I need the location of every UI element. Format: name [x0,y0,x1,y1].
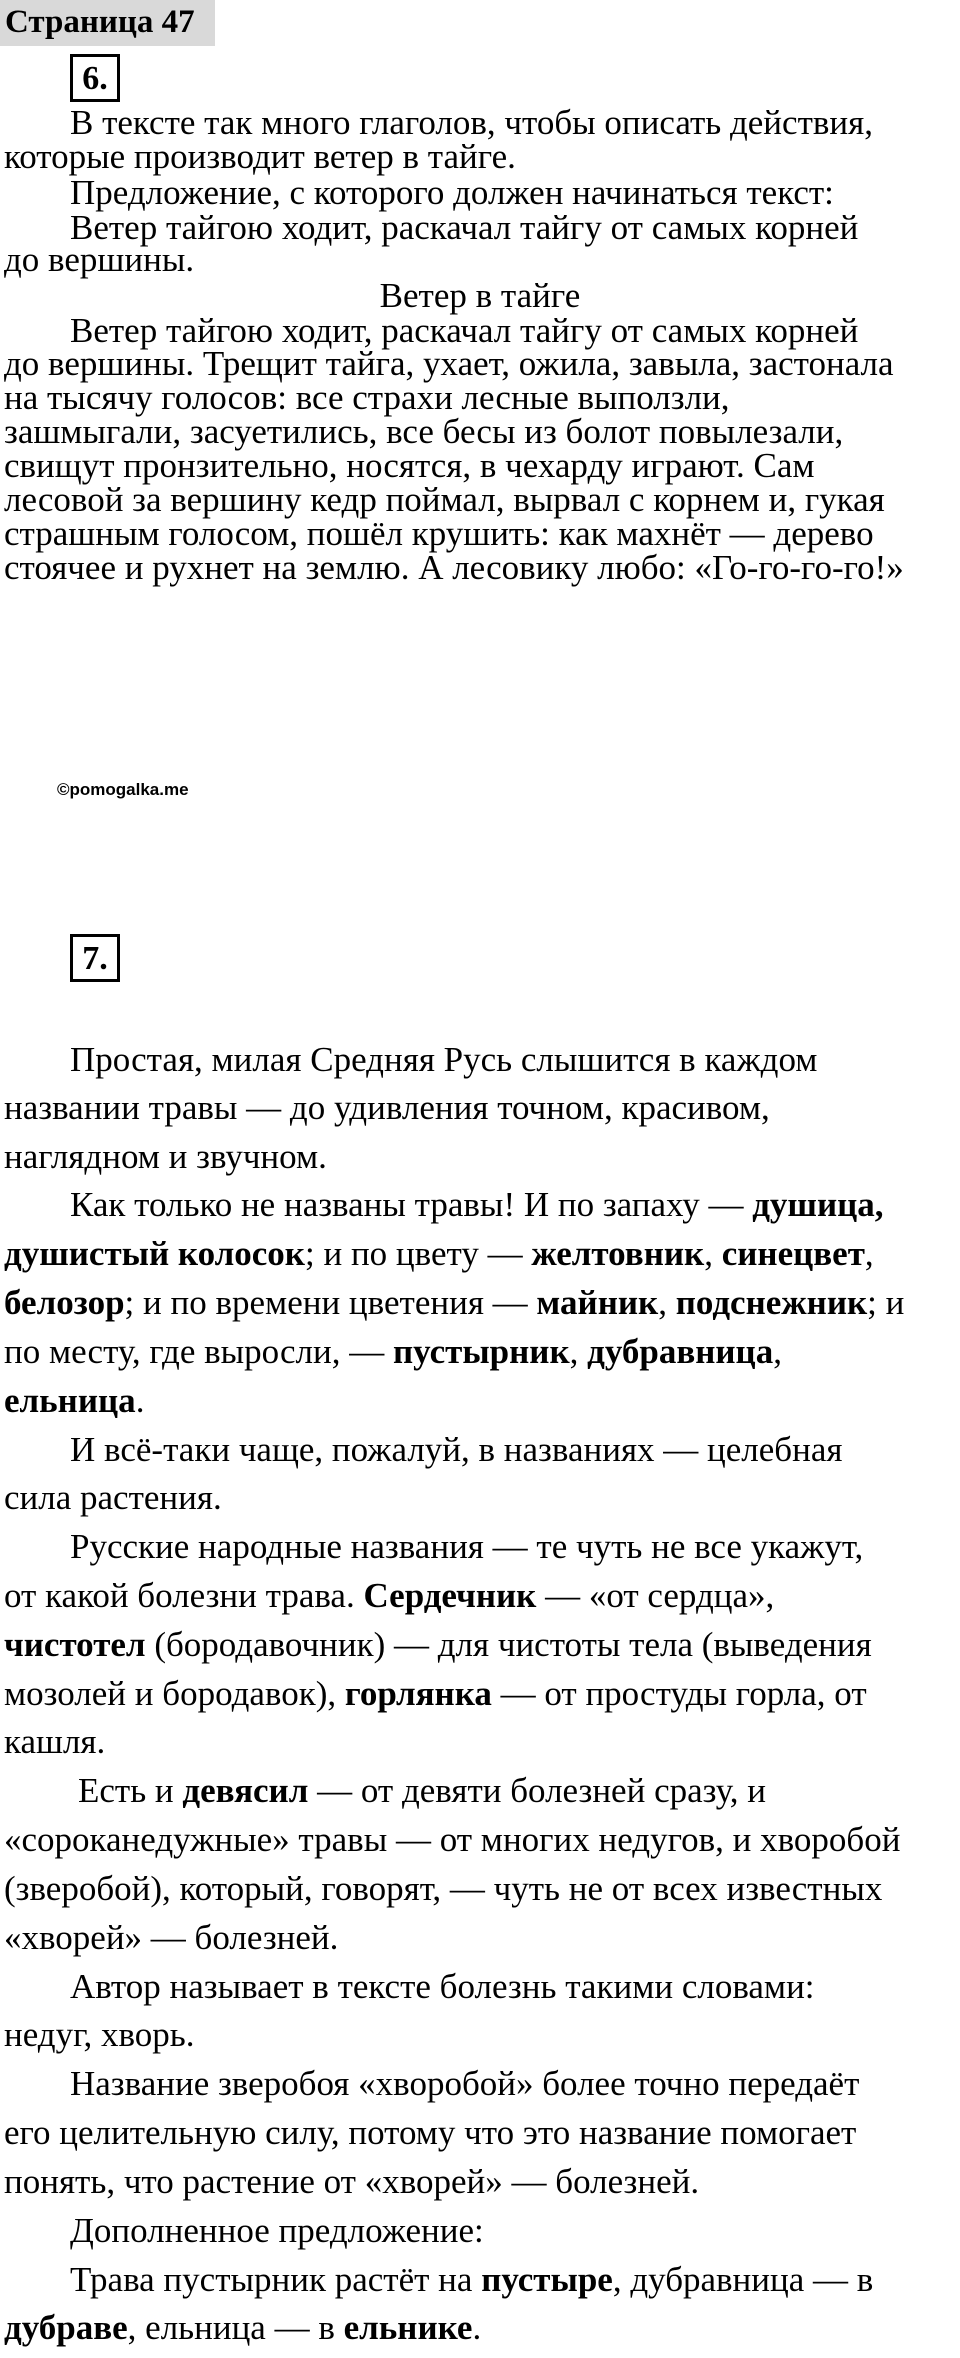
line-text: его целительную силу, потому что это название помогает [4,2113,857,2152]
text-run: (бородавочник) — для чистоты тела (выведения [145,1625,872,1664]
line-text: лесовой за вершину кедр поймал, вырвал с корнем и, гукая [4,480,885,519]
line-text: Ветер тайгою ходит, раскачал тайгу от самых корней [70,208,859,247]
text-run: , [773,1332,782,1371]
text-run: Как только не названы травы! И по запаху — [70,1185,753,1224]
line-text: понять, что растение от «хворей» — болезней. [4,2162,700,2201]
line-text: (зверобой), который, говорят, — чуть не от всех известных [4,1869,883,1908]
line-text: до вершины. [4,240,195,279]
bold-term: ельница [4,1381,136,1420]
line-text: свищут пронзительно, носятся, в чехарду играют. Сам [4,446,815,485]
heading-text: Ветер в тайге [379,276,581,315]
text-run: , ельница — в [127,2308,344,2347]
text-run: ; и по цвету — [304,1234,532,1273]
line-text: наглядном и звучном. [4,1137,327,1176]
text-run: , [658,1283,676,1322]
line-text: «хворей» — болезней. [4,1918,339,1957]
text-run: мозолей и бородавок), [4,1674,345,1713]
line-text: «сороканедужные» травы — от многих недугов, и хворобой [4,1820,901,1859]
bold-term: душица, [752,1185,884,1224]
line-text: стоячее и рухнет на землю. А лесовику любо: «Го-го-го-го!» [4,548,904,587]
line-text: В тексте так много глаголов, чтобы описать действия, [70,103,873,142]
line-text: Дополненное предложение: [70,2211,484,2250]
text-run: от какой болезни трава. [4,1576,364,1615]
text-run: — от девяти болезней сразу, и [308,1771,766,1810]
bold-term: майник [536,1283,659,1322]
text-run: Есть и [78,1771,183,1810]
line-text: Русские народные названия — те чуть не все укажут, [70,1527,864,1566]
task-number-box-7 [70,934,120,982]
bold-term: подснежник [675,1283,868,1322]
text-run: . [472,2308,482,2347]
text-run: , [864,1234,874,1273]
page-number-label: Страница 47 [5,4,195,40]
text-run: ; и [867,1283,905,1322]
line-text: зашмыгали, засуетились, все бесы из болот повылезали, [4,412,844,451]
bold-term: синецвет [721,1234,865,1273]
line-text: Ветер тайгою ходит, раскачал тайгу от самых корней [70,311,859,350]
task-number-7: 7. [82,940,108,977]
page-header [0,0,215,46]
line-text: страшным голосом, пошёл крушить: как махнёт — дерево [4,514,874,553]
text-run: Трава пустырник растёт на [70,2260,482,2299]
text-run: по месту, где выросли, — [4,1332,393,1371]
line-text: Автор называет в тексте болезнь такими словами: [70,1967,815,2006]
bold-term: пустыре [481,2260,613,2299]
line-text: до вершины. Трещит тайга, ухает, ожила, завыла, застонала [4,344,894,383]
bold-term: Сердечник [363,1576,537,1615]
line-text: недуг, хворь. [4,2015,195,2054]
bold-term: белозор [4,1283,125,1322]
task-number-6: 6. [82,60,108,97]
text-run: , [704,1234,722,1273]
bold-term: девясил [182,1771,309,1810]
line-text: И всё-таки чаще, пожалуй, в названиях — целебная [70,1430,843,1469]
text-run: — «от сердца», [536,1576,775,1615]
bold-term: ельнике [343,2308,473,2347]
text-run: . [135,1381,145,1420]
line-text: которые производит ветер в тайге. [4,137,516,176]
bold-term: пустырник [393,1332,570,1371]
bold-term: чистотел [4,1625,146,1664]
line-text: кашля. [4,1722,106,1761]
bold-term: душистый колосок [4,1234,305,1273]
text-run: , [569,1332,588,1371]
line-text: на тысячу голосов: все страхи лесные выползли, [4,378,730,417]
bold-term: дубраве [4,2308,128,2347]
task-number-box-6 [70,54,120,102]
watermark: ©pomogalka.me [57,780,189,799]
line-text: названии травы — до удивления точном, красивом, [4,1088,770,1127]
bold-term: дубравница [587,1332,774,1371]
line-text: Название зверобоя «хворобой» более точно передаёт [70,2064,860,2103]
bold-term: желтовник [531,1234,705,1273]
bold-term: горлянка [344,1674,492,1713]
text-run: , дубравница — в [612,2260,874,2299]
line-text: Простая, милая Средняя Русь слышится в каждом [70,1040,818,1079]
text-run: ; и по времени цветения — [124,1283,537,1322]
text-run: — от простуды горла, от [491,1674,867,1713]
line-text: Предложение, с которого должен начинаться текст: [70,173,834,212]
line-text: сила растения. [4,1478,222,1517]
